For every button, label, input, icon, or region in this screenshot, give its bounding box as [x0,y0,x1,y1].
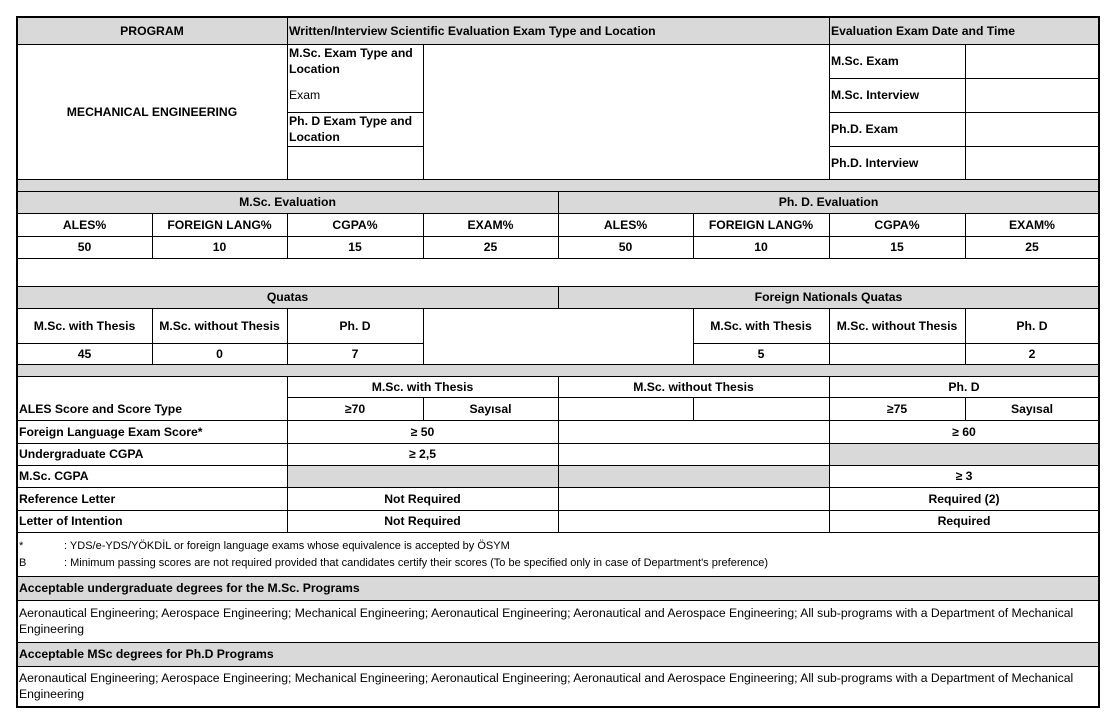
header-program: PROGRAM [120,23,184,38]
grid-line [287,376,288,532]
msc-exam-type-label: M.Sc. Exam Type and Location [289,46,413,76]
grid-line [829,78,1099,79]
quota-value: 0 [216,346,223,361]
grid-line [693,397,694,420]
req-col-msc-nothesis: M.Sc. without Thesis [633,379,754,394]
req-intent-msc: Not Required [384,514,461,528]
req-ucgpa-label: Undergraduate CGPA [19,447,144,461]
req-ucgpa-msc: ≥ 2,5 [408,447,437,461]
msc-evaluation-title: M.Sc. Evaluation [239,195,336,209]
grid-line [152,308,153,364]
grid-line [423,44,424,179]
phd-exam-type-label: Ph. D Exam Type and Location [289,114,413,144]
grid-line [287,308,288,364]
spacer-band-2 [17,364,1099,376]
header-exam-type-location: Written/Interview Scientific Evaluation Exam Type and Location [289,23,656,38]
grid-line [17,532,1099,533]
quota-value: 5 [757,346,765,361]
grid-line [558,286,559,308]
grid-line [17,308,1099,309]
eval-value: 10 [212,240,227,254]
req-ales-phd-type: Sayısal [1010,401,1053,416]
req-ales-label: ALES Score and Score Type [19,401,183,416]
grid-line [558,376,559,532]
grid-line [693,343,1099,344]
eval-col-header: FOREIGN LANG% [708,217,814,232]
phd-interview-date-label: Ph.D. Interview [831,155,919,170]
req-ales-msc-score: ≥70 [344,401,366,416]
req-col-phd: Ph. D [948,379,980,394]
grid-line [17,576,1099,577]
grid-line [965,397,966,420]
grid-line [558,191,559,258]
spacer-band [17,179,1099,191]
grid-line [17,600,1099,601]
exam-label: Exam [289,88,321,102]
grid-line [965,213,966,258]
quota-header: Ph. D [1016,318,1048,333]
req-lang-msc: ≥ 50 [410,424,435,439]
req-ales-msc-type: Sayısal [469,401,512,416]
quota-value: 2 [1028,346,1036,361]
grid-line [16,16,18,708]
grid-line [287,146,423,147]
req-ref-label: Reference Letter [19,491,116,506]
eval-col-header: ALES% [603,217,648,232]
eval-value: 15 [348,240,362,254]
grid-line [829,112,1099,113]
note-star-text: : YDS/e-YDS/YÖKDİL or foreign language exams whose equivalence is accepted by ÖSYM [64,540,510,552]
req-intent-label: Letter of Intention [19,514,123,528]
grid-line [152,213,153,258]
grid-line [17,642,1099,643]
header-exam-date-time: Evaluation Exam Date and Time [831,23,1016,38]
eval-col-header: CGPA% [332,217,378,232]
grid-line [829,376,830,532]
quota-value [829,343,965,364]
quota-header: M.Sc. with Thesis [33,318,136,333]
req-lang-label: Foreign Language Exam Score* [19,424,203,439]
msc-degrees-text: Aeronautical Engineering; Aerospace Engineering; Mechanical Engineering; Aeronautical Engineering; Aeronautical and Aerospace Engineering; All sub-programs with a Department of Mechanical Engineering [19,606,1074,636]
phd-evaluation-title: Ph. D. Evaluation [778,195,879,209]
grid-line [423,213,424,258]
grid-line [17,44,1099,45]
phd-degrees-title: Acceptable MSc degrees for Ph.D Programs [19,647,274,661]
eval-col-header: ALES% [62,217,107,232]
grid-line [829,308,830,364]
eval-col-header: FOREIGN LANG% [167,217,272,232]
eval-value: 50 [77,240,92,254]
grid-line [965,308,966,364]
grid-line [829,17,830,179]
grid-line [423,308,424,364]
msc-exam-date-label: M.Sc. Exam [831,54,899,68]
msc-degrees-title: Acceptable undergraduate degrees for the M.Sc. Programs [19,581,360,595]
eval-col-header: EXAM% [467,217,514,232]
program-name: MECHANICAL ENGINEERING [66,104,238,119]
quota-header: M.Sc. without Thesis [836,318,958,333]
grid-line [829,213,830,258]
eval-value: 25 [1025,240,1039,254]
eval-value: 50 [618,240,633,254]
grid-line [17,706,1099,708]
note-b-mark: B [19,557,27,569]
eval-col-header: EXAM% [1008,217,1056,232]
quota-header: Ph. D [339,318,371,333]
req-intent-phd: Required [937,514,991,528]
quota-value: 45 [77,346,92,361]
note-b-text: : Minimum passing scores are not required provided that candidates certify their scores (To be specified only in case of Department's preference) [64,557,768,569]
req-ref-phd: Required (2) [928,491,1000,506]
shaded-cell [829,443,1099,465]
grid-line [17,364,1099,365]
grid-line [17,666,1099,667]
grid-line [693,308,694,364]
grid-line [423,397,424,420]
eval-value: 15 [890,240,904,254]
req-ref-msc: Not Required [384,491,461,506]
req-col-msc-thesis: M.Sc. with Thesis [371,379,474,394]
foreign-quotas-title: Foreign Nationals Quatas [754,290,903,304]
req-mcgpa-label: M.Sc. CGPA [19,469,89,483]
grid-line [287,112,423,113]
eval-col-header: CGPA% [874,217,920,232]
grid-line [693,213,694,258]
note-star-mark: * [19,540,24,552]
grid-line [829,146,1099,147]
grid-line [17,213,1099,214]
req-ales-phd-score: ≥75 [886,401,908,416]
grid-line [287,17,288,179]
eval-value: 10 [754,240,768,254]
quota-value: 7 [351,346,359,361]
grid-line [17,179,1099,180]
grid-line [17,236,1099,237]
msc-interview-date-label: M.Sc. Interview [831,88,920,102]
req-lang-phd: ≥ 60 [952,424,976,439]
grid-line [1098,16,1100,708]
req-mcgpa-phd: ≥ 3 [955,469,973,483]
grid-line [17,258,1099,259]
grid-line [287,213,288,258]
quotas-title: Quatas [266,290,309,304]
grid-line [17,343,423,344]
eval-value: 25 [483,240,498,254]
phd-exam-date-label: Ph.D. Exam [831,122,899,136]
phd-degrees-text: Aeronautical Engineering; Aerospace Engineering; Mechanical Engineering; Aeronautical Engineering; Aeronautical and Aerospace Engineering; All sub-programs with a Department of Mechanical Engineering [19,671,1074,701]
quota-header: M.Sc. with Thesis [710,318,812,333]
quota-header: M.Sc. without Thesis [159,318,280,333]
grid-line [17,16,1099,18]
